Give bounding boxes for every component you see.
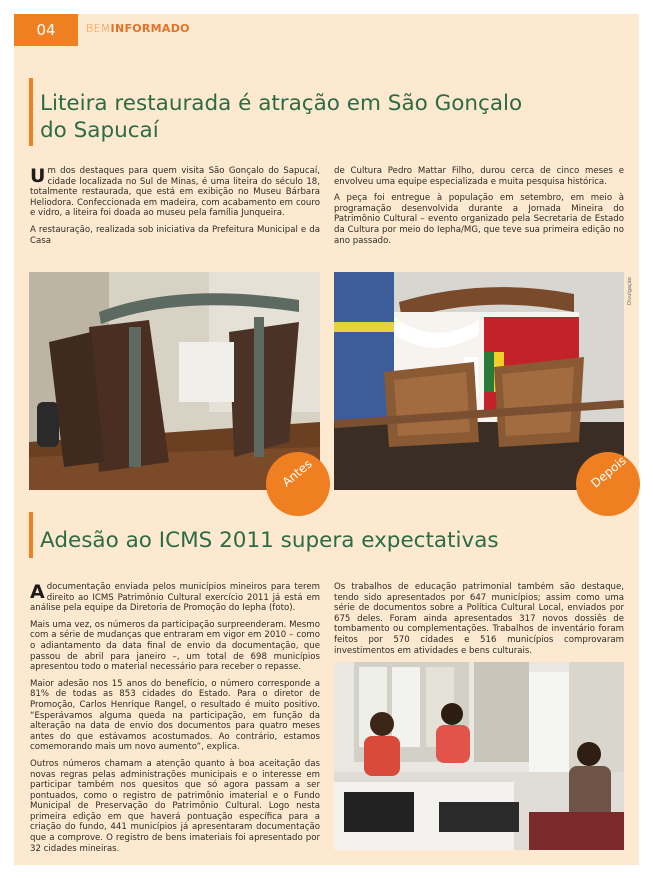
article1-col2-p2: A peça foi entregue à população em setembro, em meio à programação desenvolvida durante a Jornada Mineira do Patrimônio Cultural – evento organizado pela Secretaria de Estado da Cultura por meio do Iepha/MG, que teve sua primeira edição no ano passado. [334,193,624,246]
title-accent-bar [29,78,33,146]
photo-liteira-before [29,272,320,490]
photo-before-label-badge [266,452,330,516]
article1-col1-p1: m dos destaques para quem visita São Gonçalo do Sapucaí, cidade localizada no Sul de Minas, é uma liteira do século 18, totalmente restaurada, que está em exibição no Museu Bárbara Heliodora. Confeccionada em madeira, com acabamento em couro e vidro, a liteira foi doada ao museu pela família Junqueira. [30,166,320,219]
article2-col1-p4: Outros números chamam a atenção quanto à boa aceitação das novas regras pelas administrações municipais e o interesse em participar também nos quesitos que só agora passam a ser pontuados, como o registro de patrimônio imaterial e o Fundo Municipal de Preservação do Patrimônio Cultural. Logo nesta primeira edição em que haverá pontuação específica para a criação do fundo, 441 municípios já apresentaram documentação que a comprove. O registro de bens imateriais foi apresentado por 32 cidades mineiras. [30,758,320,854]
article2-col1-p1: documentação enviada pelos municípios mineiros para terem direito ao ICMS Patrimônio Cultural exercício 2011 já está em análise pela equipe da Diretoria de Promoção do Iepha (foto). [30,582,320,614]
photo-after-label: Depois [588,453,629,491]
article2-col1-p3: Maior adesão nos 15 anos do benefício, o número corresponde a 81% de todas as 853 cidades do Estado. Para o diretor de Promoção, Carlos Henrique Rangel, o resultado é muito positivo. “Esperávamos alguma queda na participação, em função da alteração na data de envio dos documentos para quatro meses antes do que estávamos acostumados. Ao contrário, estamos comemorando mais um novo aumento”, explica. [30,678,320,753]
article1-dropcap: U [30,165,46,187]
photo-liteira-after [334,272,624,490]
article2-col1-p2: Mais uma vez, os números da participação surpreenderam. Mesmo com a série de mudanças que entraram em vigor em 2010 – como o adiantamento da data final de envio da documentação, que passou de abril para janeiro –, um total de 698 municípios apresentou todo o material necessário para receber o repasse. [30,619,320,673]
photo-credit: Divulgação [627,277,633,305]
liteira-before-image [29,272,320,490]
brand-part2: INFORMADO [110,22,190,35]
article1-title-line2: do Sapucaí [40,118,159,143]
article1-column-2 [334,166,624,252]
photo-iepha-team [334,662,624,850]
photo-after-label-badge [576,452,640,516]
article1-col1-p2: A restauração, realizada sob iniciativa da Prefeitura Municipal e da Casa [30,224,320,246]
article1-col2-p1: de Cultura Pedro Mattar Filho, durou cerca de cinco meses e envolveu uma equipe especializada e muita pesquisa histórica. [334,166,624,187]
article1-title [40,90,630,144]
article2-col2-p1: Os trabalhos de educação patrimonial também são destaque, tendo sido apresentados por 647 municípios; assim como uma série de documentos sobre a Política Cultural Local, enviados por 675 deles. Foram ainda apresentados 317 novos dossiês de tombamento ou complementações. Trabalhos de inventário foram feitos por 570 cidades e 516 municípios comprovaram investimentos em atividades e bens culturais. [334,582,624,656]
liteira-after-image [334,272,624,490]
photo-before-label: Antes [279,456,315,490]
title-accent-bar-2 [29,512,33,558]
article2-column-2 [334,582,624,662]
brand-logo [86,22,190,35]
iepha-team-image [334,662,624,850]
article2-dropcap: A [30,581,45,603]
article2-column-1 [30,582,320,860]
article1-title-line1: Liteira restaurada é atração em São Gonçalo [40,91,523,116]
brand-part1: BEM [86,22,111,35]
page-number: 04 [14,14,78,46]
article2-title: Adesão ao ICMS 2011 supera expectativas [40,528,499,553]
article1-column-1 [30,166,320,252]
